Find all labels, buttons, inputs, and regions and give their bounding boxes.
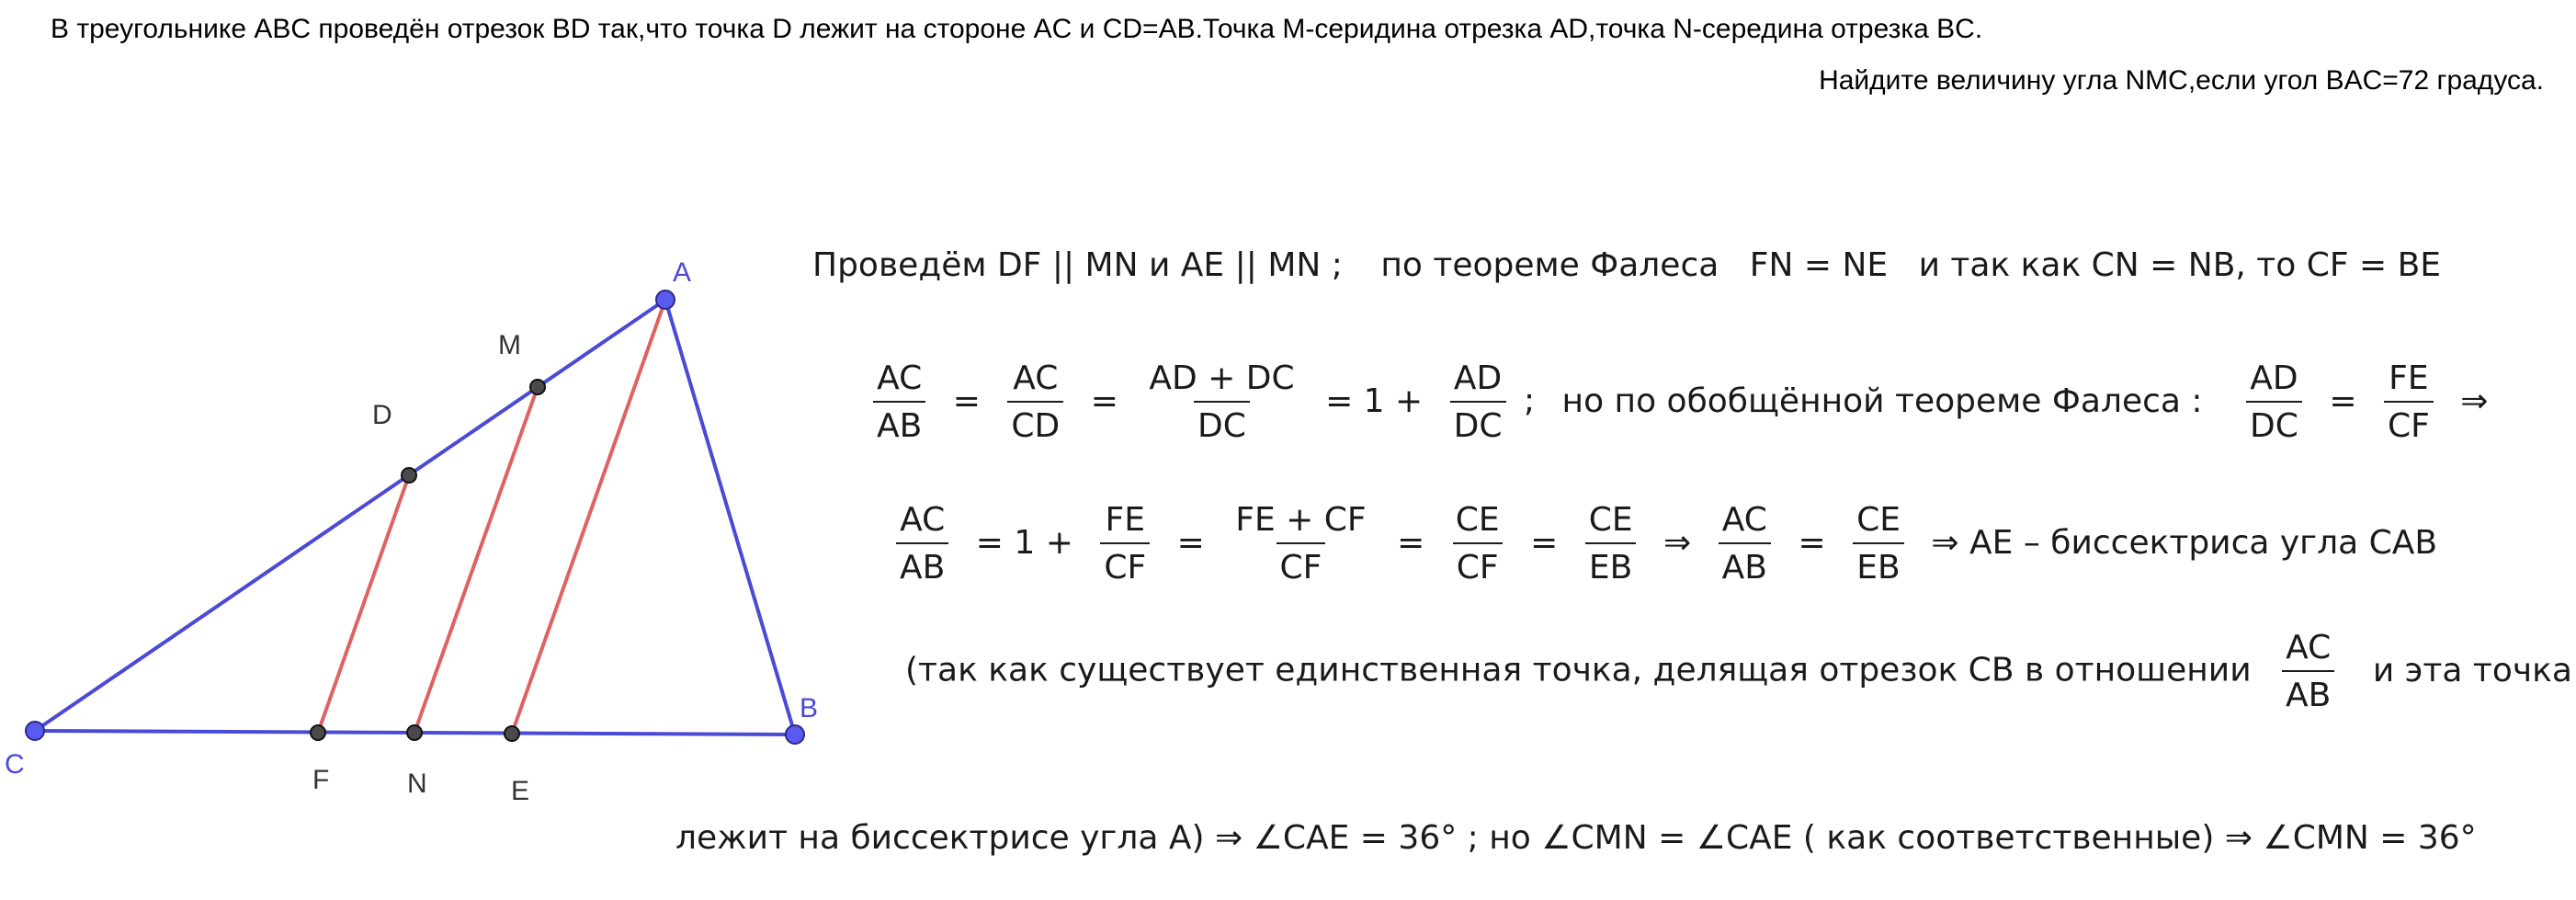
fraction: $\frac{CE}{EB}$ xyxy=(1585,502,1637,586)
label-b: B xyxy=(800,693,819,723)
operator: = xyxy=(1530,523,1559,562)
text: и эта точка xyxy=(2372,651,2572,689)
triangle-figure xyxy=(0,248,827,818)
operator: = xyxy=(952,382,981,420)
text: но по обобщённой теореме Фалеса : xyxy=(1561,382,2203,420)
operator: = 1 + xyxy=(975,523,1073,562)
fraction: $\frac{AC}{AB}$ xyxy=(896,502,948,586)
fraction: $\frac{AD + DC}{DC}$ xyxy=(1149,359,1295,445)
operator: ⇒ xyxy=(2460,382,2489,420)
operator: = xyxy=(1176,523,1205,562)
fraction: $\frac{CE}{EB}$ xyxy=(1853,502,1904,586)
fraction: $\frac{AC}{AB}$ xyxy=(873,360,925,444)
label-a: A xyxy=(673,257,692,288)
point-c xyxy=(26,722,44,740)
operator: ⇒ xyxy=(1663,523,1692,562)
label-f: F xyxy=(312,765,330,795)
point-b xyxy=(786,725,804,744)
fraction: $\frac{AC}{AB}$ xyxy=(1719,502,1771,586)
text: FN = NE xyxy=(1749,246,1889,284)
text: по теореме Фалеса xyxy=(1380,246,1719,284)
fraction: $\frac{FE}{CF}$ xyxy=(1100,502,1150,586)
solution-line-4 xyxy=(905,630,2572,713)
text: (так как существует единственная точка, делящая отрезок CB в отношении xyxy=(905,651,2252,689)
label-e: E xyxy=(511,776,530,806)
text: ⇒ AE – биссектриса угла CAB xyxy=(1931,523,2438,562)
point-e xyxy=(505,726,519,741)
point-m xyxy=(530,380,545,394)
operator: = xyxy=(2329,382,2357,420)
segment-mn xyxy=(414,387,538,733)
problem-line-1: В треугольнике ABC проведён отрезок BD так,что точка D лежит на стороне AC и CD=AB.Точка M-серидина отрезка AD,точка N-середина отрезка BC. xyxy=(51,14,1983,44)
side-ca xyxy=(35,300,665,731)
point-d xyxy=(402,468,416,483)
point-n xyxy=(407,725,422,740)
fraction: $\frac{AD}{DC}$ xyxy=(1450,360,1506,444)
text: и так как CN = NB, то CF = BE xyxy=(1918,246,2442,284)
label-m: M xyxy=(498,330,521,360)
operator: = xyxy=(1798,523,1826,562)
label-c: C xyxy=(5,749,25,780)
operator: ; xyxy=(1523,382,1536,420)
solution-line-1 xyxy=(812,246,2441,284)
solution-line-5: лежит на биссектрисе угла A) ⇒ ∠CAE = 36° ; но ∠CMN = ∠CAE ( как соответственные) ⇒ ∠CMN = 36° xyxy=(675,819,2477,857)
fraction: $\frac{FE}{CF}$ xyxy=(2384,360,2434,444)
fraction: $\frac{AC}{AB}$ xyxy=(2282,630,2334,713)
label-d: D xyxy=(372,400,392,430)
solution-line-2 xyxy=(866,360,2497,444)
fraction: $\frac{AC}{CD}$ xyxy=(1007,360,1063,444)
fraction: $\frac{FE + CF}{CF}$ xyxy=(1235,501,1367,587)
text: Проведём DF || MN и AE || MN ; xyxy=(812,246,1343,284)
side-ab xyxy=(665,300,795,735)
solution-line-3 xyxy=(889,502,2437,586)
operator: = 1 + xyxy=(1325,382,1424,420)
label-n: N xyxy=(407,769,427,799)
fraction: $\frac{CE}{CF}$ xyxy=(1452,502,1504,586)
segment-df xyxy=(318,475,409,733)
operator: = xyxy=(1090,382,1118,420)
segment-ae xyxy=(512,300,665,734)
point-f xyxy=(311,725,325,740)
problem-line-2: Найдите величину угла NMC,если угол BAC=72 градуса. xyxy=(1819,65,2544,96)
point-a xyxy=(656,291,675,309)
fraction: $\frac{AD}{DC}$ xyxy=(2246,360,2302,444)
operator: = xyxy=(1397,523,1425,562)
